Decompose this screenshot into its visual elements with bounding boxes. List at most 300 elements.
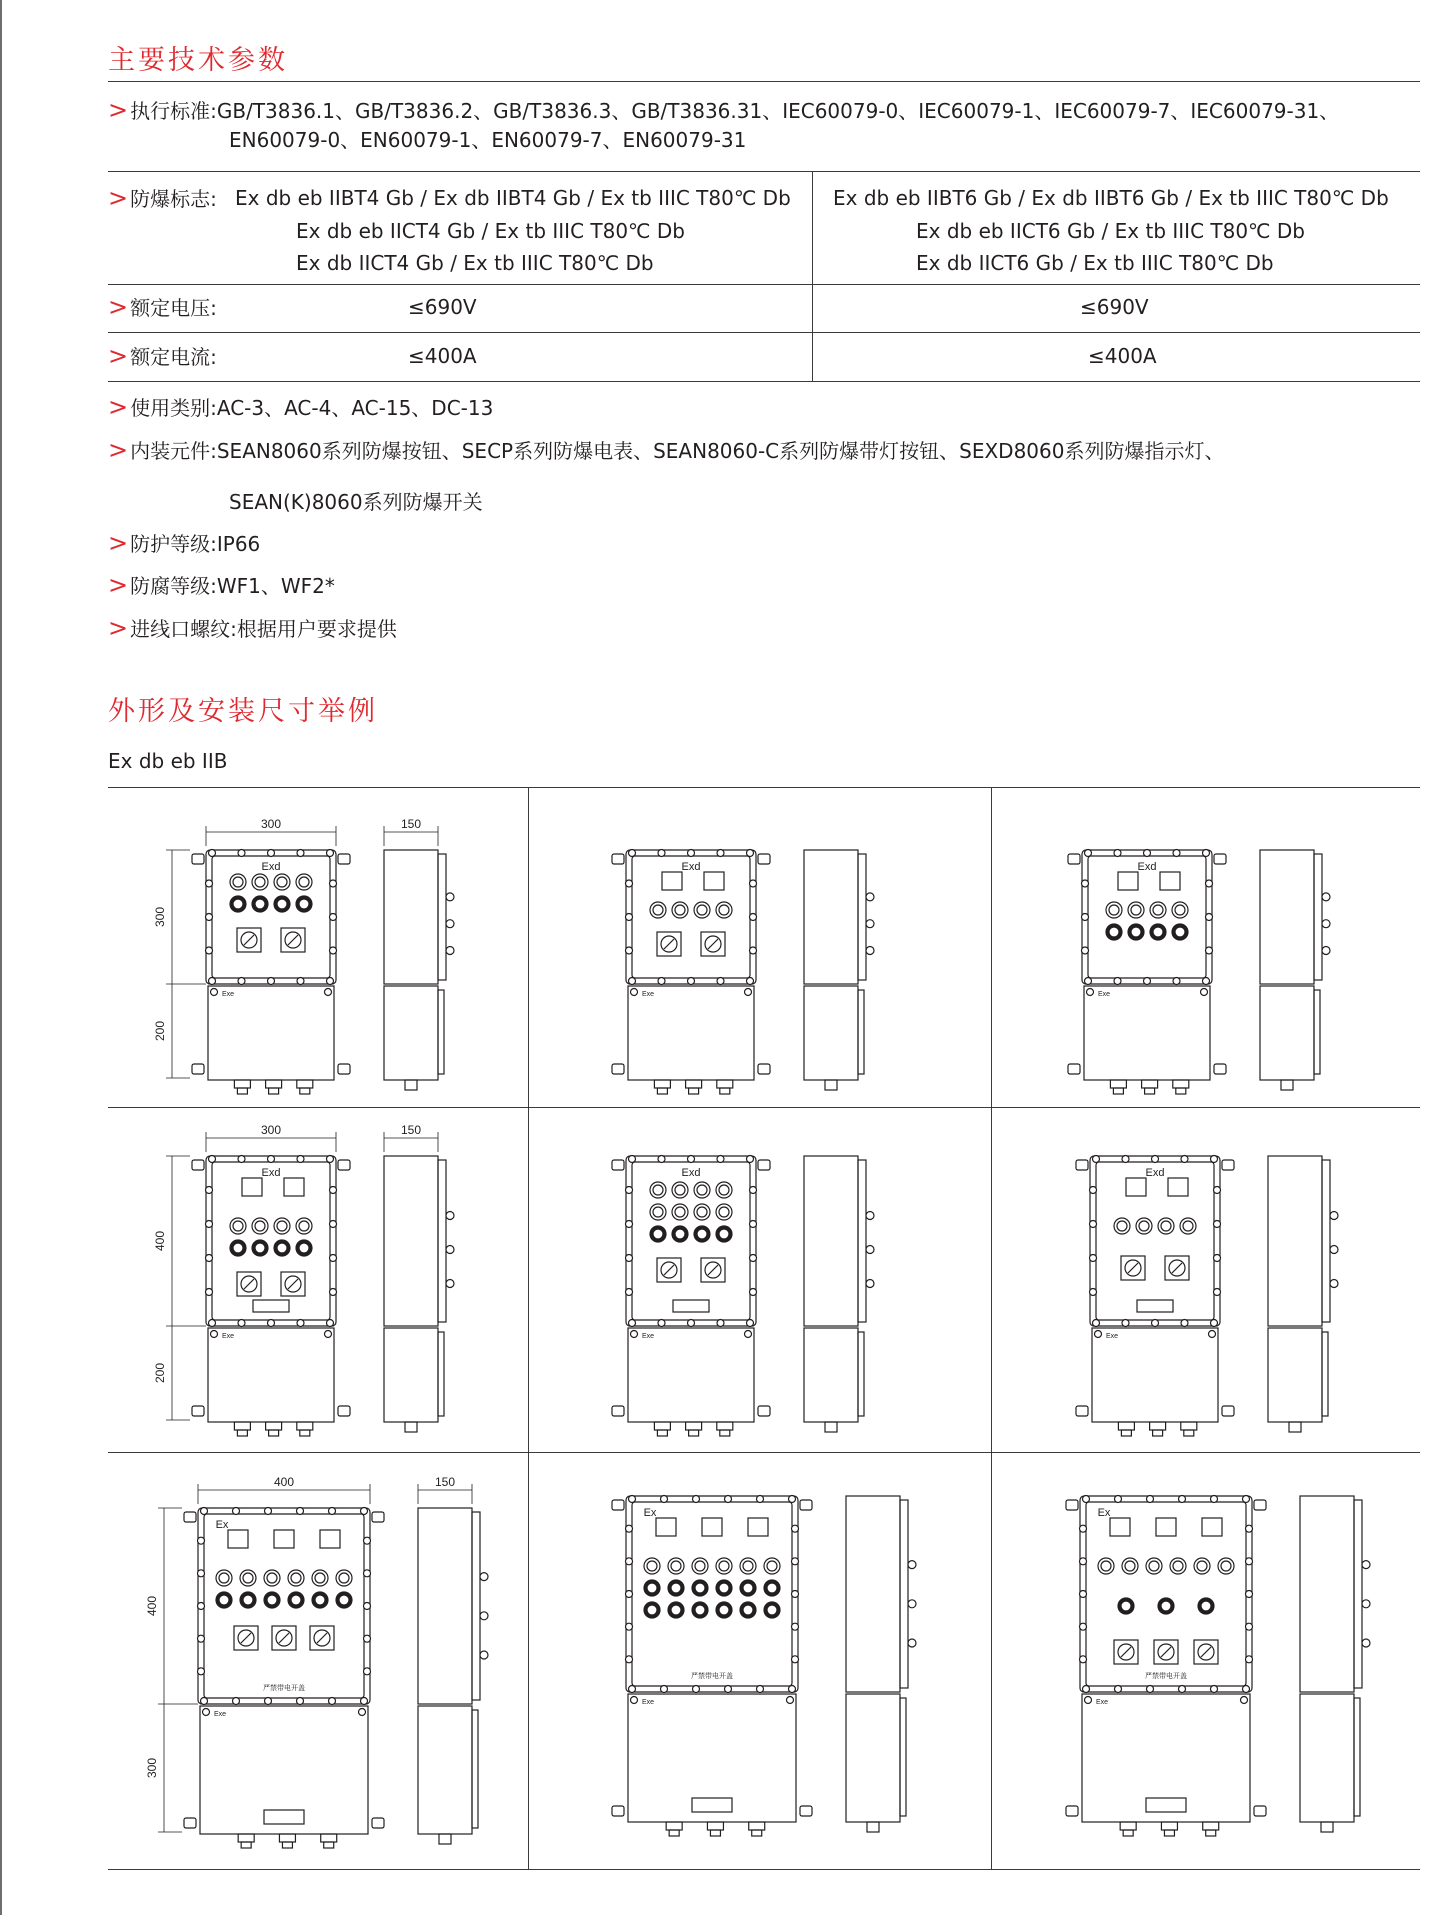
cable-gland-icon	[324, 1842, 334, 1848]
enclosure-drawing	[560, 800, 980, 1100]
bolt-icon	[297, 1320, 304, 1327]
side-view-flange	[438, 990, 444, 1074]
push-button-icon	[1183, 1221, 1193, 1231]
voltage-right: ≤690V	[1080, 295, 1149, 319]
bolt-icon	[206, 914, 213, 921]
push-button-icon	[697, 1185, 707, 1195]
bolt-icon	[629, 978, 636, 985]
bolt-icon	[1114, 850, 1121, 857]
bolt-icon	[198, 1570, 205, 1577]
knob-icon	[480, 1573, 488, 1581]
drawing-group	[192, 1156, 454, 1437]
bolt-icon	[1114, 978, 1121, 985]
bolt-icon	[268, 1156, 275, 1163]
bolt-icon	[1083, 1686, 1090, 1693]
bolt-icon	[750, 947, 757, 954]
push-button-icon	[1173, 1561, 1183, 1571]
nameplate	[673, 1300, 709, 1312]
nameplate	[692, 1798, 732, 1812]
bolt-icon	[717, 978, 724, 985]
bolt-icon	[238, 850, 245, 857]
bolt-icon	[1144, 850, 1151, 857]
cable-gland-icon	[657, 1088, 667, 1094]
bolt-icon	[1246, 1623, 1253, 1630]
cable-gland-icon	[1145, 1088, 1155, 1094]
bolt-icon	[1085, 850, 1092, 857]
bolt-icon	[238, 1156, 245, 1163]
push-button-icon	[1117, 1221, 1127, 1231]
exe-label: Exe	[641, 991, 655, 998]
drawing-svg	[1010, 800, 1430, 1100]
side-view-bottom	[846, 1694, 900, 1822]
bolt-icon	[1241, 1697, 1248, 1704]
drawing-svg	[1010, 1112, 1430, 1442]
cable-gland-icon	[720, 1430, 730, 1436]
divider	[108, 332, 1420, 333]
bolt-icon	[297, 1508, 304, 1515]
bolt-icon	[750, 914, 757, 921]
bolt-icon	[198, 1668, 205, 1675]
mounting-ear	[1222, 1160, 1234, 1170]
push-button-icon	[719, 1185, 729, 1195]
cable-gland-icon	[300, 1088, 310, 1094]
push-button-icon	[719, 1583, 729, 1593]
dimension-lines	[166, 1132, 438, 1420]
push-button-icon	[219, 1573, 229, 1583]
exe-label: Exe	[1105, 1333, 1119, 1340]
ex-label: Exd	[261, 861, 281, 873]
dims-section-title: 外形及安装尺寸举例	[108, 696, 378, 727]
bolt-icon	[327, 850, 334, 857]
bolt-icon	[330, 1289, 337, 1296]
push-button-icon	[1139, 1221, 1149, 1231]
bolt-icon	[1211, 1156, 1218, 1163]
meter-window	[320, 1530, 340, 1548]
meter-window	[228, 1530, 248, 1548]
dim-width: 400	[273, 1475, 295, 1489]
dim-depth: 150	[400, 1123, 422, 1137]
bolt-icon	[268, 850, 275, 857]
push-button-icon	[267, 1573, 277, 1583]
knob-icon	[480, 1612, 488, 1620]
cable-gland-icon	[321, 1834, 337, 1842]
cable-gland-icon	[266, 1080, 282, 1088]
grid-line	[108, 1107, 1420, 1108]
corrosion-value: WF1、WF2*	[216, 574, 335, 598]
cable-gland-icon	[1176, 1088, 1186, 1094]
push-button-icon	[743, 1605, 753, 1615]
explosion-row	[108, 186, 217, 211]
bolt-icon	[750, 880, 757, 887]
bolt-icon	[792, 1558, 799, 1565]
current-label: 额定电流:	[130, 345, 217, 369]
bolt-icon	[238, 978, 245, 985]
push-button-icon	[653, 905, 663, 915]
bolt-icon	[327, 1156, 334, 1163]
push-button-icon	[299, 899, 309, 909]
push-button-icon	[233, 899, 243, 909]
side-view-flange	[1322, 1160, 1330, 1322]
exd-enclosure	[1080, 1496, 1252, 1692]
side-view-top	[384, 850, 438, 984]
bolt-icon	[1152, 1320, 1159, 1327]
bolt-icon	[631, 1697, 638, 1704]
cable-gland-icon	[241, 1842, 251, 1848]
cable-gland-icon	[717, 1080, 733, 1088]
exe-enclosure	[208, 1328, 334, 1422]
dim-depth: 150	[400, 817, 422, 831]
knob-icon	[1322, 893, 1330, 901]
drawing-group	[184, 1508, 488, 1849]
cable-gland-icon	[1118, 1422, 1134, 1430]
enclosure-drawing	[1010, 1458, 1430, 1858]
thread-label: 进线口螺纹:	[130, 617, 237, 641]
push-button-icon	[299, 877, 309, 887]
figures-subheading: Ex db eb IIB	[108, 749, 228, 773]
cable-gland-icon	[1150, 1422, 1166, 1430]
protection-label: 防护等级:	[130, 532, 217, 556]
bolt-icon	[626, 1558, 633, 1565]
drawing-group	[612, 1496, 916, 1837]
dim-bottom-height: 200	[153, 1362, 167, 1384]
knob-icon	[908, 1561, 916, 1569]
cable-gland-icon	[297, 1080, 313, 1088]
bolt-icon	[1080, 1656, 1087, 1663]
side-view-flange	[900, 1500, 908, 1688]
knob-icon	[446, 1246, 454, 1254]
bolt-icon	[359, 1709, 366, 1716]
side-view-bottom	[384, 986, 438, 1080]
push-button-icon	[277, 877, 287, 887]
bolt-icon	[1214, 1255, 1221, 1262]
bolt-icon	[688, 1320, 695, 1327]
push-button-icon	[675, 1207, 685, 1217]
push-button-icon	[695, 1605, 705, 1615]
bolt-icon	[233, 1698, 240, 1705]
bolt-icon	[661, 1686, 668, 1693]
side-view-flange	[1314, 854, 1322, 980]
mounting-ear	[372, 1818, 384, 1828]
bolt-icon	[626, 1221, 633, 1228]
push-button-icon	[647, 1605, 657, 1615]
meter-window	[1110, 1518, 1130, 1536]
exe-enclosure	[1082, 1694, 1250, 1822]
explosion-left-1: Ex db eb IIBT4 Gb / Ex db IIBT4 Gb / Ex tb IIIC T80℃ Db	[235, 186, 791, 210]
divider	[108, 284, 1420, 285]
cable-gland-icon	[666, 1822, 682, 1830]
meter-window	[284, 1178, 304, 1196]
column-divider	[812, 171, 813, 381]
enclosure-drawing	[110, 1112, 530, 1442]
bolt-icon	[626, 1187, 633, 1194]
bolt-icon	[693, 1496, 700, 1503]
side-view-flange	[1322, 1332, 1328, 1416]
side-view-top	[804, 850, 858, 984]
bolt-icon	[1246, 1656, 1253, 1663]
bolt-icon	[1083, 1496, 1090, 1503]
push-button-icon	[1201, 1601, 1211, 1611]
ex-label: Exd	[1137, 861, 1157, 873]
bolt-icon	[1085, 1697, 1092, 1704]
bolt-icon	[792, 1591, 799, 1598]
bolt-icon	[1243, 1686, 1250, 1693]
cable-gland-icon	[825, 1080, 837, 1090]
push-button-icon	[219, 1595, 229, 1605]
cable-gland-icon	[720, 1088, 730, 1094]
bolt-icon	[330, 914, 337, 921]
side-view-top	[1260, 850, 1314, 984]
cable-gland-icon	[439, 1834, 451, 1844]
side-view-top	[418, 1508, 472, 1704]
components-line1: SEAN8060系列防爆按钮、SECP系列防爆电表、SEAN8060-C系列防爆带灯按钮、SEXD8060系列防爆指示灯、	[216, 439, 1225, 463]
cable-gland-icon	[234, 1422, 250, 1430]
voltage-label: 额定电压:	[130, 296, 217, 320]
cable-gland-icon	[269, 1430, 279, 1436]
drawing-svg	[1010, 1458, 1430, 1858]
side-view-top	[1268, 1156, 1322, 1326]
push-button-icon	[697, 1229, 707, 1239]
enclosure-drawing	[560, 1112, 980, 1442]
meter-window	[242, 1178, 262, 1196]
meter-window	[1156, 1518, 1176, 1536]
push-button-icon	[743, 1583, 753, 1593]
bolt-icon	[1093, 1320, 1100, 1327]
knob-icon	[866, 1212, 874, 1220]
push-button-icon	[719, 1207, 729, 1217]
side-view-flange	[858, 1332, 864, 1416]
bolt-icon	[1203, 978, 1210, 985]
mounting-ear	[612, 854, 624, 864]
cable-gland-icon	[238, 1834, 254, 1842]
cable-gland-icon	[297, 1422, 313, 1430]
push-button-icon	[695, 1583, 705, 1593]
corrosion-label: 防腐等级:	[130, 574, 217, 598]
cable-gland-icon	[1181, 1422, 1197, 1430]
bolt-icon	[750, 1221, 757, 1228]
bullet-icon: >	[108, 342, 129, 370]
cable-gland-icon	[237, 1088, 247, 1094]
exe-label: Exe	[1097, 991, 1111, 998]
bolt-icon	[626, 1255, 633, 1262]
meter-window	[1168, 1178, 1188, 1196]
side-view-flange	[1354, 1500, 1362, 1688]
bolt-icon	[297, 978, 304, 985]
knob-icon	[446, 1212, 454, 1220]
cable-gland-icon	[300, 1430, 310, 1436]
bolt-icon	[717, 850, 724, 857]
push-button-icon	[243, 1573, 253, 1583]
bolt-icon	[327, 1320, 334, 1327]
bolt-icon	[1115, 1496, 1122, 1503]
push-button-icon	[1175, 905, 1185, 915]
cable-gland-icon	[657, 1430, 667, 1436]
nameplate	[253, 1300, 289, 1312]
cable-gland-icon	[237, 1430, 247, 1436]
side-view-flange	[472, 1710, 478, 1828]
cable-gland-icon	[689, 1088, 699, 1094]
side-view-bottom	[1260, 986, 1314, 1080]
mounting-ear	[612, 1064, 624, 1074]
mounting-ear	[1076, 1406, 1088, 1416]
bolt-icon	[209, 978, 216, 985]
side-view-bottom	[804, 986, 858, 1080]
bolt-icon	[1082, 914, 1089, 921]
push-button-icon	[647, 1583, 657, 1593]
drawing-group	[192, 850, 454, 1095]
cable-gland-icon	[282, 1842, 292, 1848]
bolt-icon	[327, 978, 334, 985]
mounting-ear	[1254, 1500, 1266, 1510]
cable-gland-icon	[717, 1422, 733, 1430]
push-button-icon	[719, 1605, 729, 1615]
bolt-icon	[265, 1508, 272, 1515]
cable-gland-icon	[1206, 1830, 1216, 1836]
bolt-icon	[1082, 947, 1089, 954]
cable-gland-icon	[1289, 1422, 1301, 1432]
bolt-icon	[1147, 1686, 1154, 1693]
knob-icon	[1330, 1280, 1338, 1288]
bolt-icon	[1080, 1623, 1087, 1630]
bolt-icon	[631, 1331, 638, 1338]
bolt-icon	[206, 1255, 213, 1262]
mounting-ear	[612, 1806, 624, 1816]
nameplate	[1146, 1798, 1186, 1812]
divider	[108, 81, 1420, 82]
bolt-icon	[364, 1570, 371, 1577]
bolt-icon	[717, 1156, 724, 1163]
drawing-svg	[560, 800, 980, 1100]
push-button-icon	[767, 1605, 777, 1615]
bolt-icon	[361, 1508, 368, 1515]
bolt-icon	[1246, 1591, 1253, 1598]
bolt-icon	[1214, 1187, 1221, 1194]
bolt-icon	[265, 1698, 272, 1705]
side-view-flange	[438, 1332, 444, 1416]
bolt-icon	[209, 1320, 216, 1327]
usage-row	[108, 395, 493, 420]
bolt-icon	[757, 1686, 764, 1693]
bolt-icon	[745, 1331, 752, 1338]
cable-gland-icon	[867, 1822, 879, 1832]
divider	[108, 171, 1420, 172]
push-button-icon	[719, 1229, 729, 1239]
bolt-icon	[1080, 1558, 1087, 1565]
bolt-icon	[201, 1508, 208, 1515]
bolt-icon	[629, 1320, 636, 1327]
thread-row	[108, 616, 397, 641]
meter-window	[1118, 872, 1138, 890]
bolt-icon	[1181, 1320, 1188, 1327]
enclosure-drawing	[110, 1458, 530, 1858]
push-button-icon	[299, 1221, 309, 1231]
bolt-icon	[629, 1496, 636, 1503]
divider	[108, 381, 1420, 382]
cable-gland-icon	[1142, 1080, 1158, 1088]
side-view-flange	[1354, 1698, 1360, 1816]
bolt-icon	[792, 1623, 799, 1630]
knob-icon	[866, 1246, 874, 1254]
push-button-icon	[653, 1229, 663, 1239]
explosion-right-3: Ex db IICT6 Gb / Ex tb IIIC T80℃ Db	[916, 251, 1274, 275]
cable-gland-icon	[269, 1088, 279, 1094]
push-button-icon	[1131, 905, 1141, 915]
push-button-icon	[255, 877, 265, 887]
side-view-bottom	[1268, 1328, 1322, 1422]
ex-label: Exd	[681, 1167, 701, 1179]
exd-cover	[212, 856, 330, 978]
push-button-icon	[671, 1583, 681, 1593]
enclosure-drawing	[110, 800, 530, 1100]
exe-label: Exe	[213, 1711, 227, 1718]
explosion-right-2: Ex db eb IICT6 Gb / Ex tb IIIC T80℃ Db	[916, 219, 1305, 243]
push-button-icon	[233, 877, 243, 887]
exd-cover	[632, 856, 750, 978]
bolt-icon	[1093, 1156, 1100, 1163]
bolt-icon	[717, 1320, 724, 1327]
push-button-icon	[339, 1595, 349, 1605]
bolt-icon	[747, 978, 754, 985]
bolt-icon	[1147, 1496, 1154, 1503]
components-row	[108, 438, 1224, 463]
drawing-svg	[110, 1458, 530, 1858]
exe-enclosure	[208, 986, 334, 1080]
mounting-ear	[1254, 1806, 1266, 1816]
bullet-icon: >	[108, 96, 129, 124]
bolt-icon	[1090, 1221, 1097, 1228]
bullet-icon: >	[108, 184, 129, 212]
voltage-row	[108, 295, 217, 320]
dim-top-height: 400	[145, 1595, 159, 1617]
bolt-icon	[198, 1603, 205, 1610]
bolt-icon	[209, 1156, 216, 1163]
bolt-icon	[330, 1255, 337, 1262]
grid-line	[991, 787, 992, 1452]
cable-gland-icon	[1184, 1430, 1194, 1436]
mounting-ear	[1068, 1064, 1080, 1074]
bolt-icon	[725, 1496, 732, 1503]
push-button-icon	[767, 1561, 777, 1571]
bolt-icon	[658, 850, 665, 857]
mounting-ear	[1076, 1160, 1088, 1170]
bolt-icon	[325, 989, 332, 996]
push-button-icon	[243, 1595, 253, 1605]
mounting-ear	[612, 1406, 624, 1416]
push-button-icon	[1109, 905, 1119, 915]
bolt-icon	[1214, 1221, 1221, 1228]
side-view-flange	[858, 854, 866, 980]
push-button-icon	[697, 1207, 707, 1217]
side-view-flange	[1314, 990, 1320, 1074]
push-button-icon	[671, 1605, 681, 1615]
push-button-icon	[675, 1185, 685, 1195]
push-button-icon	[695, 1561, 705, 1571]
push-button-icon	[1221, 1561, 1231, 1571]
bolt-icon	[1090, 1187, 1097, 1194]
ex-label: Ex	[215, 1519, 229, 1531]
page-left-border	[0, 0, 2, 1915]
enclosure-drawing	[1010, 800, 1430, 1100]
bolt-icon	[747, 1156, 754, 1163]
cable-gland-icon	[266, 1422, 282, 1430]
knob-icon	[446, 1280, 454, 1288]
mounting-ear	[372, 1512, 384, 1522]
bolt-icon	[329, 1698, 336, 1705]
mounting-ear	[1214, 1064, 1226, 1074]
push-button-icon	[299, 1243, 309, 1253]
knob-icon	[908, 1600, 916, 1608]
bolt-icon	[1211, 1320, 1218, 1327]
bolt-icon	[364, 1537, 371, 1544]
